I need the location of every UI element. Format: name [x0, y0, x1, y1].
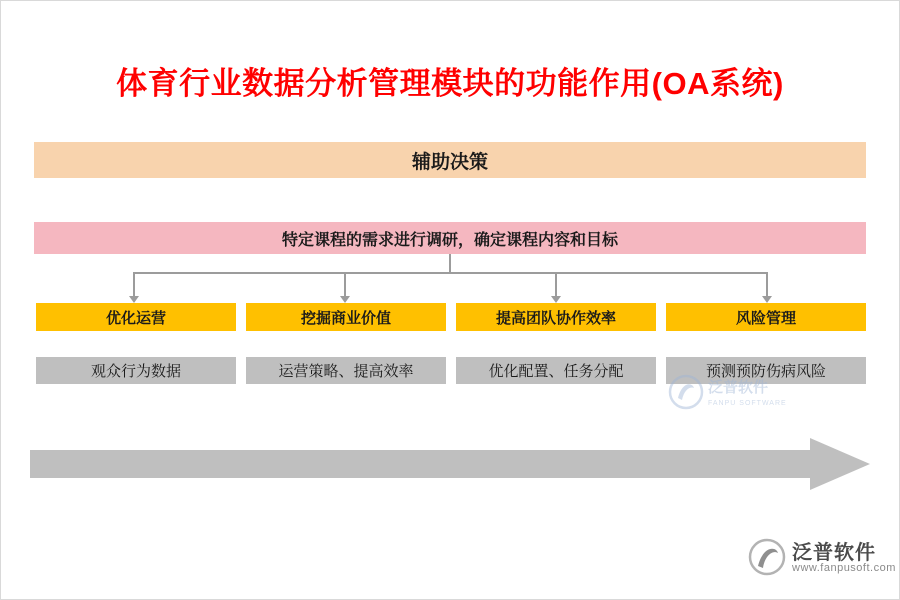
brand-logo [748, 534, 896, 586]
bar-top-label: 辅助决策 [411, 151, 488, 173]
branch-detail-3 [456, 357, 656, 384]
connector-arrowhead-1 [129, 296, 139, 303]
branch-detail-4-label: 预测预防伤病风险 [705, 364, 826, 380]
branch-header-1 [36, 303, 236, 331]
connector-drop-3 [555, 272, 557, 298]
branch-header-1-label: 优化运营 [105, 310, 166, 327]
svg-text:泛普软件: 泛普软件 [708, 380, 769, 396]
connector-drop-4 [766, 272, 768, 298]
branch-detail-4 [666, 357, 866, 384]
connector-arrowhead-4 [762, 296, 772, 303]
branch-detail-1 [36, 357, 236, 384]
branch-detail-2-label: 运营策略、提高效率 [278, 364, 414, 380]
process-arrow [30, 438, 870, 490]
branch-detail-3-label: 优化配置、任务分配 [488, 364, 624, 380]
svg-text:FANPU SOFTWARE: FANPU SOFTWARE [708, 400, 787, 407]
branch-detail-2 [246, 357, 446, 384]
connector-drop-1 [133, 272, 135, 298]
connector-horizontal [133, 272, 767, 274]
connector-vertical-main [449, 254, 451, 272]
brand-url: www.fanpusoft.com [792, 562, 896, 574]
connector-drop-2 [344, 272, 346, 298]
brand-name: 泛普软件 [792, 542, 876, 564]
bar-second-label: 特定课程的需求进行调研，确定课程内容和目标 [281, 231, 618, 249]
bar-auxiliary-decision [34, 142, 866, 178]
branch-detail-1-label: 观众行为数据 [90, 364, 181, 380]
page-title: 体育行业数据分析管理模块的功能作用(OA系统) [116, 66, 784, 101]
branch-header-2 [246, 303, 446, 331]
branch-header-4-label: 风险管理 [735, 310, 796, 327]
branch-header-3 [456, 303, 656, 331]
connector-arrowhead-2 [340, 296, 350, 303]
branch-header-3-label: 提高团队协作效率 [495, 310, 616, 327]
connector-arrowhead-3 [551, 296, 561, 303]
branch-header-4 [666, 303, 866, 331]
branch-header-2-label: 挖掘商业价值 [300, 310, 391, 327]
bar-course-research [34, 222, 866, 254]
